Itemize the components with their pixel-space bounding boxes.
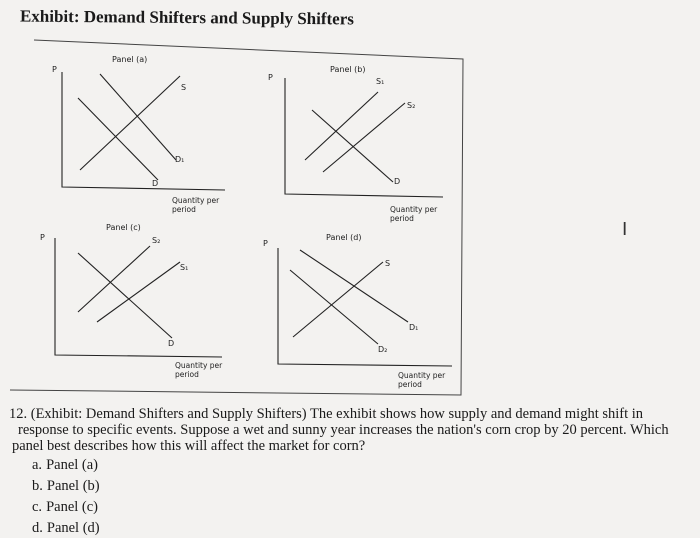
question-line-2: response to specific events. Suppose a wet and sunny year increases the nation's corn crop by 20 percent. Which	[18, 422, 669, 438]
option-b-text: Panel (b)	[46, 478, 100, 494]
option-a-letter: a.	[32, 457, 43, 473]
panel-d	[278, 248, 452, 366]
option-d-letter: d.	[32, 520, 43, 536]
panel-d-title: Panel (d)	[326, 233, 362, 242]
question-line-3: panel best describes how this will affect the market for corn?	[12, 438, 366, 454]
panel-a-x-label-2: period	[172, 205, 196, 214]
panel-b-x-label-2: period	[390, 214, 414, 223]
panel-b-label-s1: S₁	[376, 77, 385, 86]
panel-a-label-s: S	[181, 83, 187, 92]
panel-b-label-s2: S₂	[407, 101, 416, 110]
panel-d-demand-d1	[300, 250, 408, 322]
panel-c-label-d: D	[168, 339, 175, 348]
panel-d-y-label: P	[263, 239, 268, 248]
panel-c-title: Panel (c)	[106, 223, 141, 232]
panel-c-label-s2: S₂	[152, 236, 161, 245]
option-a[interactable]	[32, 457, 98, 474]
panel-b	[285, 78, 443, 197]
option-c-letter: c.	[32, 499, 43, 515]
panel-c-label-s1: S₁	[180, 263, 189, 272]
panel-a-demand-d1	[100, 74, 176, 160]
panel-b-x-label-1: Quantity per	[390, 205, 438, 214]
panel-d-label-d2: D₂	[378, 345, 388, 354]
option-b-letter: b.	[32, 478, 43, 494]
question-line-1: 12. (Exhibit: Demand Shifters and Supply Shifters) The exhibit shows how supply and demand might shift in	[9, 406, 644, 422]
option-a-text: Panel (a)	[46, 457, 98, 473]
panel-c-demand-d	[78, 253, 172, 338]
panel-b-supply-s1	[305, 92, 378, 160]
exhibit-title: Exhibit: Demand Shifters and Supply Shifters	[19, 6, 355, 29]
option-b[interactable]	[32, 478, 100, 495]
panel-a-label-d1: D₁	[175, 155, 185, 164]
panel-c-x-label-2: period	[175, 370, 199, 379]
panel-a-label-d: D	[152, 179, 159, 188]
panel-b-supply-s2	[323, 103, 405, 172]
panel-a-y-label: P	[52, 65, 57, 74]
panel-c-supply-s2	[78, 246, 150, 312]
option-d-text: Panel (d)	[46, 520, 100, 536]
panel-c-y-label: P	[40, 233, 45, 242]
panel-b-y-label: P	[268, 73, 273, 82]
panel-d-x-label-1: Quantity per	[398, 371, 446, 380]
panel-a-supply-s	[80, 76, 180, 170]
panel-a	[62, 72, 225, 190]
option-c-text: Panel (c)	[46, 499, 98, 515]
panel-c	[55, 238, 222, 357]
panel-d-axes	[278, 248, 452, 366]
panel-c-supply-s1	[97, 262, 180, 322]
panel-b-label-d: D	[394, 177, 401, 186]
option-c[interactable]	[32, 499, 98, 516]
panel-d-label-d1: D₁	[409, 323, 419, 332]
panel-a-axes	[62, 72, 225, 190]
panel-c-x-label-1: Quantity per	[175, 361, 223, 370]
panel-a-x-label-1: Quantity per	[172, 196, 220, 205]
panel-a-title: Panel (a)	[112, 55, 148, 64]
option-d[interactable]	[32, 520, 100, 537]
panel-d-demand-d2	[290, 270, 378, 344]
panel-d-supply-s	[293, 262, 383, 337]
panel-d-label-s: S	[385, 259, 391, 268]
panel-a-demand-d	[78, 98, 158, 180]
panel-d-x-label-2: period	[398, 380, 422, 389]
panel-b-title: Panel (b)	[330, 65, 366, 74]
text-cursor-icon: I	[622, 219, 628, 240]
